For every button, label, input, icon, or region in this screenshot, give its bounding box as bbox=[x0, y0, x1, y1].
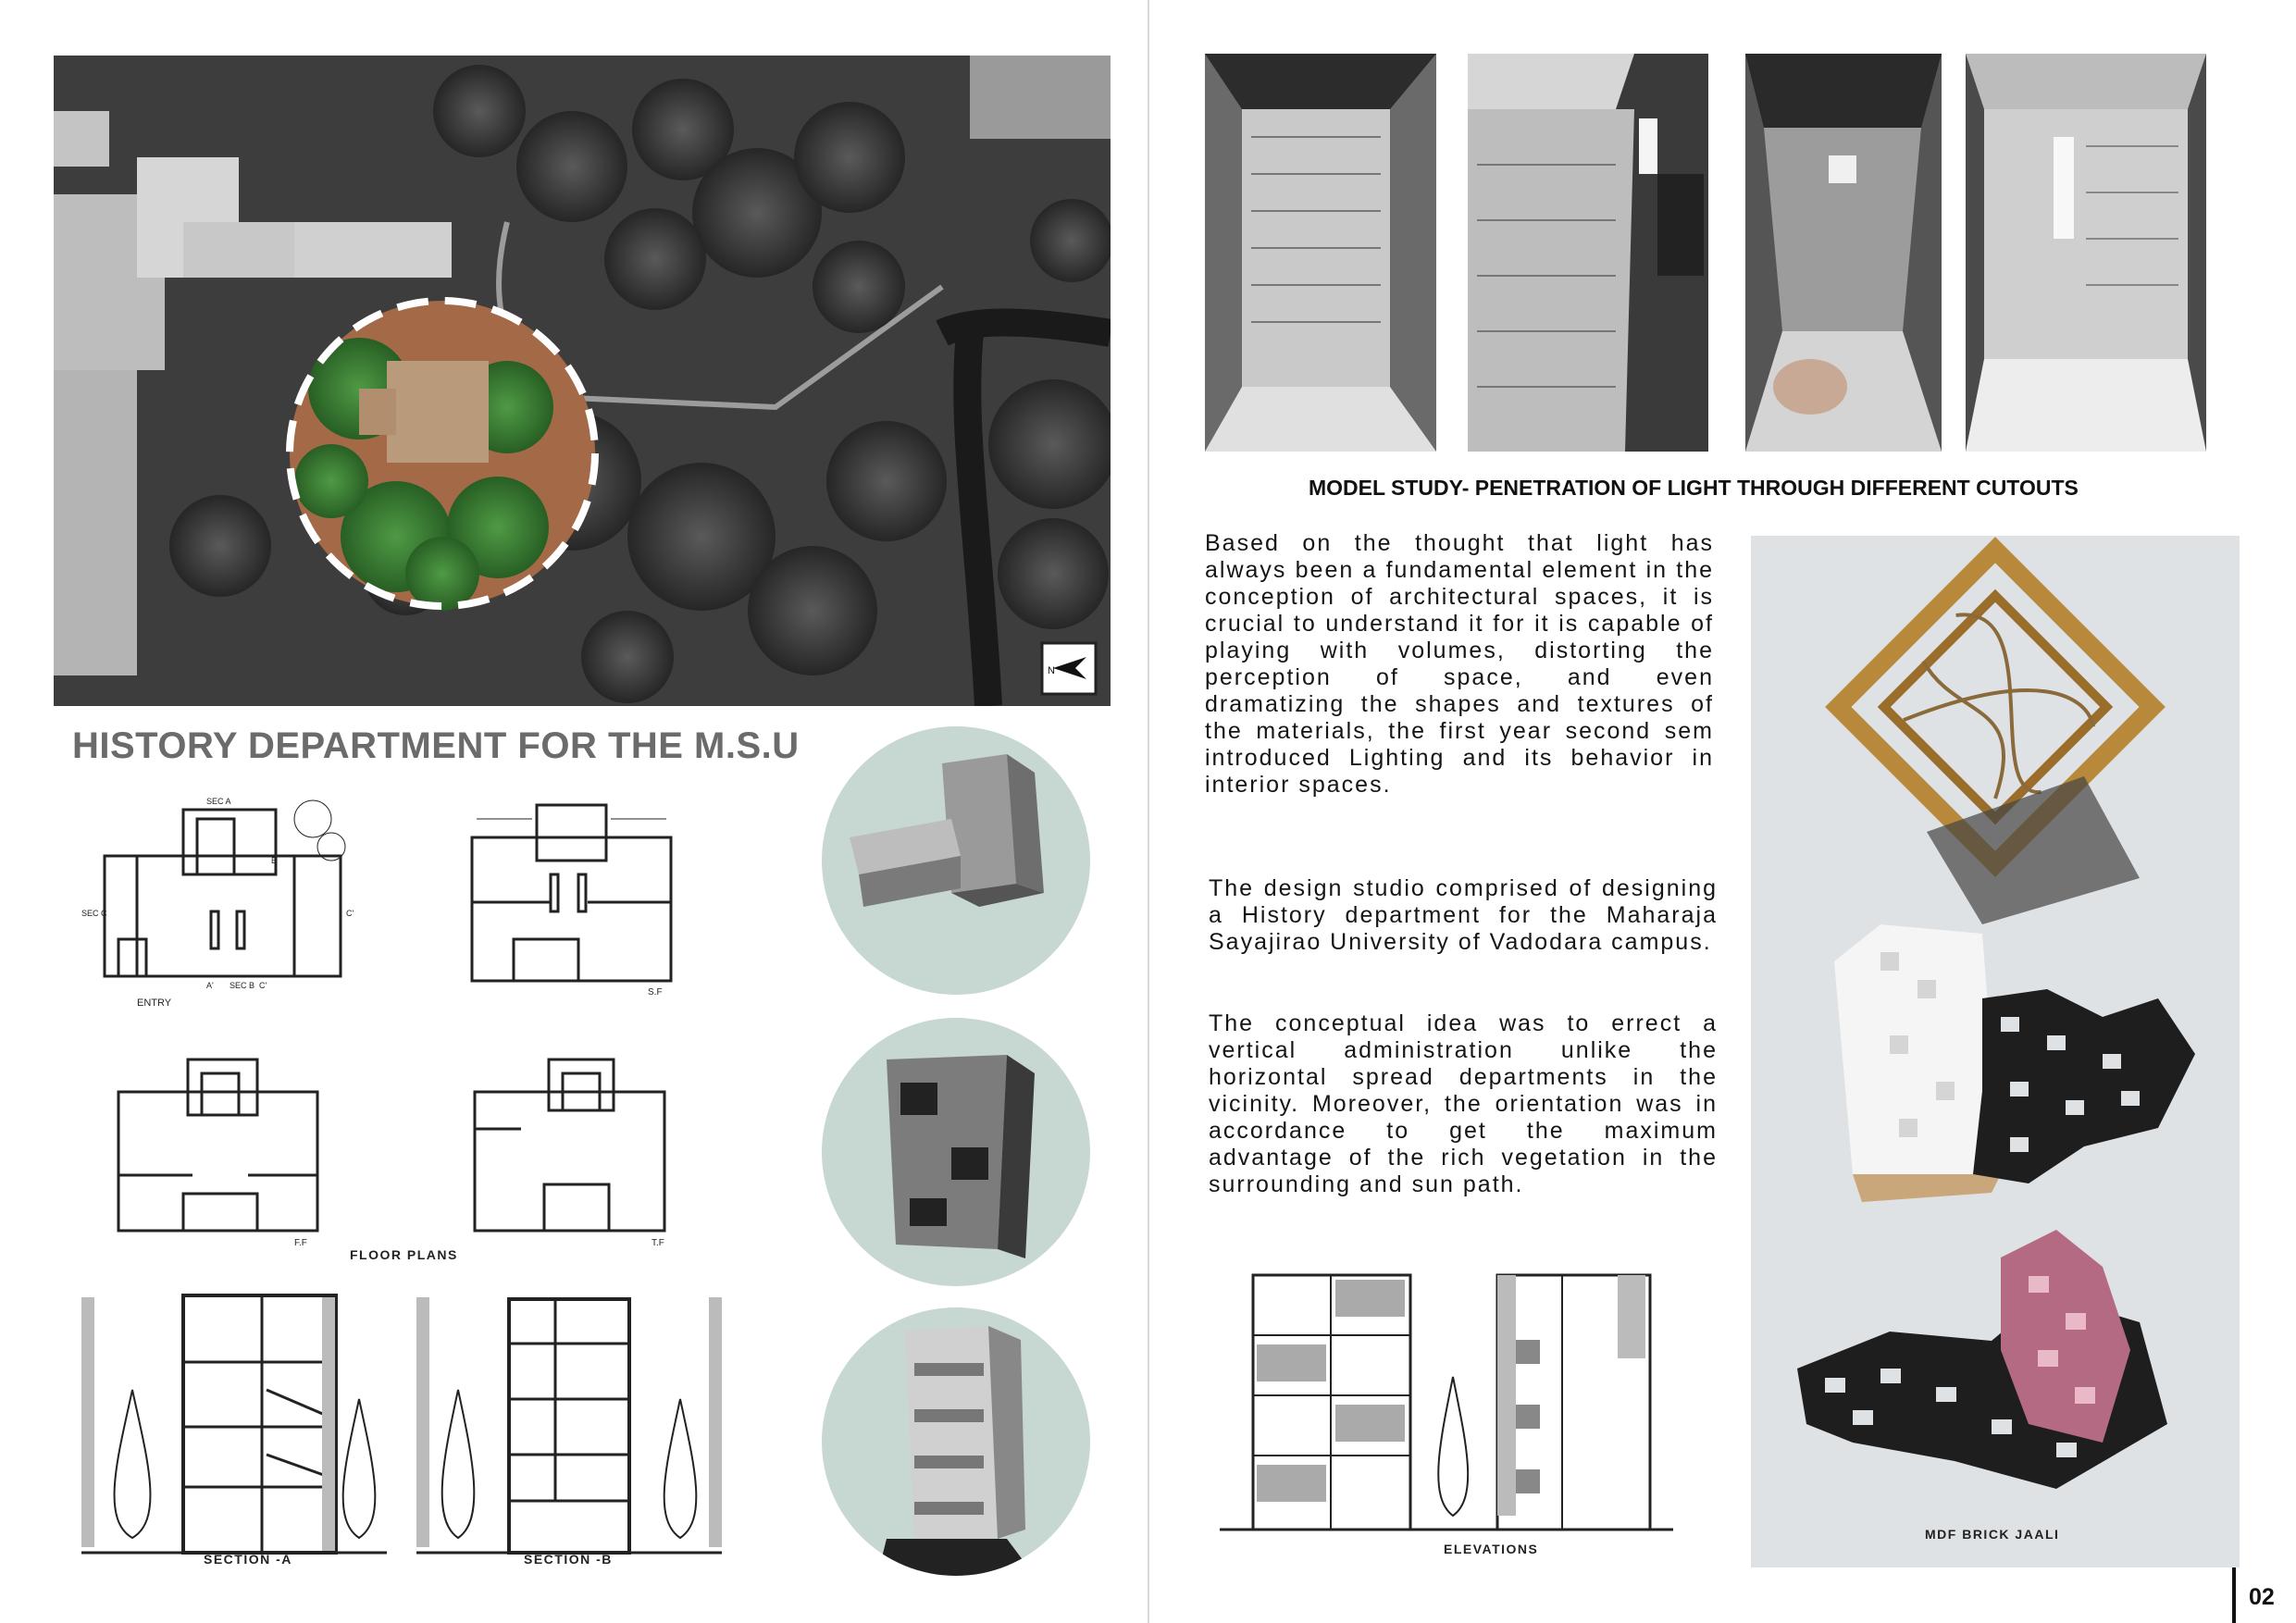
paragraph-3: The conceptual idea was to errect a vertical administration unlike the horizontal spread departments in the vicinity. Moreover, the orientation was in accordance to get the maximum advantage of the rich vegetation in the surrounding and sun path. bbox=[1209, 1010, 1718, 1197]
first-floor-plan bbox=[109, 1055, 331, 1249]
north-label: N bbox=[1048, 665, 1055, 676]
plan-label-sec-a: SEC A bbox=[206, 797, 231, 806]
second-floor-plan bbox=[458, 800, 680, 999]
plan-label-b: B bbox=[271, 856, 278, 865]
light-model-photo-1 bbox=[1205, 54, 1436, 452]
elevations-drawing bbox=[1220, 1266, 1673, 1534]
light-model-photo-4 bbox=[1966, 54, 2206, 452]
plan-label-sf: S.F bbox=[648, 987, 663, 997]
plan-label-c-prime-bottom: C' bbox=[259, 981, 267, 990]
section-b-caption: SECTION -B bbox=[524, 1552, 613, 1567]
plan-label-tf: T.F bbox=[652, 1238, 664, 1248]
section-a-drawing bbox=[81, 1288, 387, 1556]
plan-label-entry: ENTRY bbox=[137, 997, 172, 1009]
plan-label-a-prime: A' bbox=[206, 981, 214, 990]
jaali-panel bbox=[1751, 536, 2240, 1567]
light-model-photo-3 bbox=[1745, 54, 1942, 452]
light-model-photo-2 bbox=[1468, 54, 1708, 452]
aerial-site-photo bbox=[54, 56, 1111, 706]
paragraph-1: Based on the thought that light has always been a fundamental element in the conception of architectural spaces, it is crucial to understand it for it is capable of playing with volumes, distorting the perception of space, and even dramatizing the shapes and textures of the materials, the first year second sem introduced Lighting and its behavior in interior spaces. bbox=[1205, 530, 1714, 798]
jaali-caption: MDF BRICK JAALI bbox=[1925, 1527, 2060, 1542]
floor-plans-caption: FLOOR PLANS bbox=[350, 1247, 458, 1262]
section-a-caption: SECTION -A bbox=[204, 1552, 292, 1567]
plan-label-sec-c: SEC C bbox=[81, 909, 107, 918]
page-title: HISTORY DEPARTMENT FOR THE M.S.U bbox=[72, 725, 800, 766]
plan-label-ff: F.F bbox=[294, 1238, 307, 1248]
elevations-caption: ELEVATIONS bbox=[1444, 1542, 1539, 1556]
ground-floor-plan bbox=[81, 791, 359, 1013]
model-photo-1 bbox=[822, 726, 1090, 995]
third-floor-plan bbox=[470, 1055, 683, 1249]
paragraph-2: The design studio comprised of designing a History department for the Maharaja Sayajirao University of Vadodara campus. bbox=[1209, 875, 1718, 955]
model-photo-3 bbox=[822, 1307, 1090, 1576]
model-photo-2 bbox=[822, 1018, 1090, 1286]
section-b-drawing bbox=[416, 1288, 722, 1556]
model-study-caption: MODEL STUDY- PENETRATION OF LIGHT THROUGH DIFFERENT CUTOUTS bbox=[1309, 476, 2079, 500]
plan-label-c-prime: C' bbox=[346, 909, 354, 918]
spread-divider bbox=[1148, 0, 1149, 1623]
page-number: 02 bbox=[2249, 1584, 2275, 1610]
plan-label-sec-b: SEC B bbox=[230, 981, 255, 990]
